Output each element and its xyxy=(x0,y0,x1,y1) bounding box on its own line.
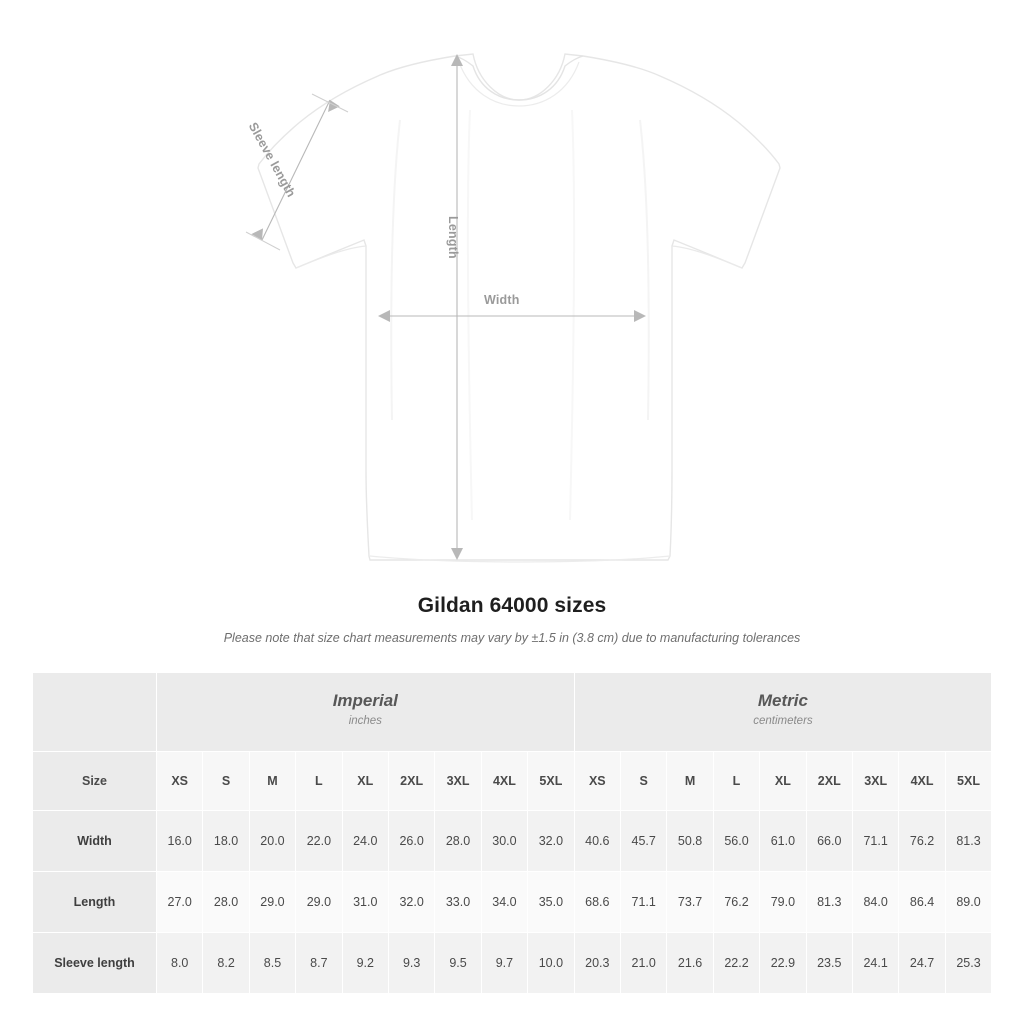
table-cell: 9.2 xyxy=(342,933,388,994)
size-col-header: S xyxy=(621,752,667,811)
page-title: Gildan 64000 sizes xyxy=(417,594,607,617)
unit-group-imperial-sub: inches xyxy=(348,714,382,727)
unit-group-metric-name: Metric xyxy=(757,690,808,710)
size-col-header: L xyxy=(713,752,759,811)
table-cell: 56.0 xyxy=(713,811,759,872)
size-col-header: 2XL xyxy=(388,752,434,811)
unit-group-imperial xyxy=(157,673,575,752)
size-col-header: 5XL xyxy=(945,752,992,811)
table-cell: 27.0 xyxy=(157,872,203,933)
unit-group-metric-sub: centimeters xyxy=(753,714,813,727)
table-cell: 28.0 xyxy=(435,811,481,872)
row-label: Width xyxy=(33,811,157,872)
table-cell: 8.5 xyxy=(249,933,295,994)
table-cell: 23.5 xyxy=(806,933,852,994)
table-cell: 76.2 xyxy=(713,872,759,933)
table-row xyxy=(33,933,992,994)
size-header-cell: Size xyxy=(33,752,157,811)
size-col-header: L xyxy=(296,752,342,811)
sleeve-length-label: Sleeve length xyxy=(245,120,299,200)
size-col-header: M xyxy=(667,752,713,811)
table-cell: 86.4 xyxy=(899,872,945,933)
row-label: Sleeve length xyxy=(33,933,157,994)
table-cell: 29.0 xyxy=(296,872,342,933)
table-cell: 21.0 xyxy=(621,933,667,994)
table-cell: 20.0 xyxy=(249,811,295,872)
unit-group-imperial-name: Imperial xyxy=(332,690,398,710)
table-cell: 50.8 xyxy=(667,811,713,872)
table-cell: 20.3 xyxy=(574,933,620,994)
size-table xyxy=(32,672,992,994)
table-row xyxy=(33,872,992,933)
table-cell: 81.3 xyxy=(945,811,992,872)
table-cell: 71.1 xyxy=(621,872,667,933)
table-cell: 30.0 xyxy=(481,811,527,872)
table-cell: 22.2 xyxy=(713,933,759,994)
table-row xyxy=(33,811,992,872)
table-cell: 81.3 xyxy=(806,872,852,933)
unit-header-row xyxy=(33,673,992,752)
table-cell: 35.0 xyxy=(528,872,575,933)
table-cell: 21.6 xyxy=(667,933,713,994)
table-cell: 8.7 xyxy=(296,933,342,994)
table-cell: 71.1 xyxy=(852,811,898,872)
table-cell: 66.0 xyxy=(806,811,852,872)
table-cell: 73.7 xyxy=(667,872,713,933)
length-label: Length xyxy=(446,216,460,259)
title-block xyxy=(0,594,1024,645)
table-cell: 18.0 xyxy=(203,811,249,872)
table-cell: 24.7 xyxy=(899,933,945,994)
size-header-row xyxy=(33,752,992,811)
row-label: Length xyxy=(33,872,157,933)
size-col-header: 3XL xyxy=(852,752,898,811)
table-cell: 40.6 xyxy=(574,811,620,872)
table-cell: 89.0 xyxy=(945,872,992,933)
table-cell: 84.0 xyxy=(852,872,898,933)
size-col-header: M xyxy=(249,752,295,811)
size-col-header: S xyxy=(203,752,249,811)
size-table-wrap xyxy=(32,672,992,994)
size-col-header: 4XL xyxy=(899,752,945,811)
table-cell: 76.2 xyxy=(899,811,945,872)
table-cell: 31.0 xyxy=(342,872,388,933)
table-cell: 9.5 xyxy=(435,933,481,994)
size-col-header: XL xyxy=(342,752,388,811)
unit-group-metric xyxy=(574,673,992,752)
table-cell: 68.6 xyxy=(574,872,620,933)
size-col-header: 4XL xyxy=(481,752,527,811)
size-col-header: XS xyxy=(157,752,203,811)
table-cell: 9.3 xyxy=(388,933,434,994)
table-cell: 22.9 xyxy=(760,933,806,994)
table-cell: 8.0 xyxy=(157,933,203,994)
table-cell: 45.7 xyxy=(621,811,667,872)
width-label: Width xyxy=(484,293,520,307)
size-col-header: XS xyxy=(574,752,620,811)
table-cell: 24.1 xyxy=(852,933,898,994)
table-cell: 8.2 xyxy=(203,933,249,994)
table-cell: 34.0 xyxy=(481,872,527,933)
table-cell: 28.0 xyxy=(203,872,249,933)
size-col-header: XL xyxy=(760,752,806,811)
table-cell: 33.0 xyxy=(435,872,481,933)
table-cell: 10.0 xyxy=(528,933,575,994)
table-cell: 16.0 xyxy=(157,811,203,872)
table-cell: 32.0 xyxy=(388,872,434,933)
tolerance-note: Please note that size chart measurements may vary by ±1.5 in (3.8 cm) due to manufacturing tolerances xyxy=(223,631,801,645)
table-cell: 61.0 xyxy=(760,811,806,872)
size-col-header: 2XL xyxy=(806,752,852,811)
size-col-header: 5XL xyxy=(528,752,575,811)
table-cell: 26.0 xyxy=(388,811,434,872)
table-cell: 9.7 xyxy=(481,933,527,994)
table-cell: 29.0 xyxy=(249,872,295,933)
table-cell: 79.0 xyxy=(760,872,806,933)
table-cell: 25.3 xyxy=(945,933,992,994)
table-cell: 24.0 xyxy=(342,811,388,872)
corner-cell xyxy=(33,673,157,752)
size-col-header: 3XL xyxy=(435,752,481,811)
table-cell: 32.0 xyxy=(528,811,575,872)
table-cell: 22.0 xyxy=(296,811,342,872)
